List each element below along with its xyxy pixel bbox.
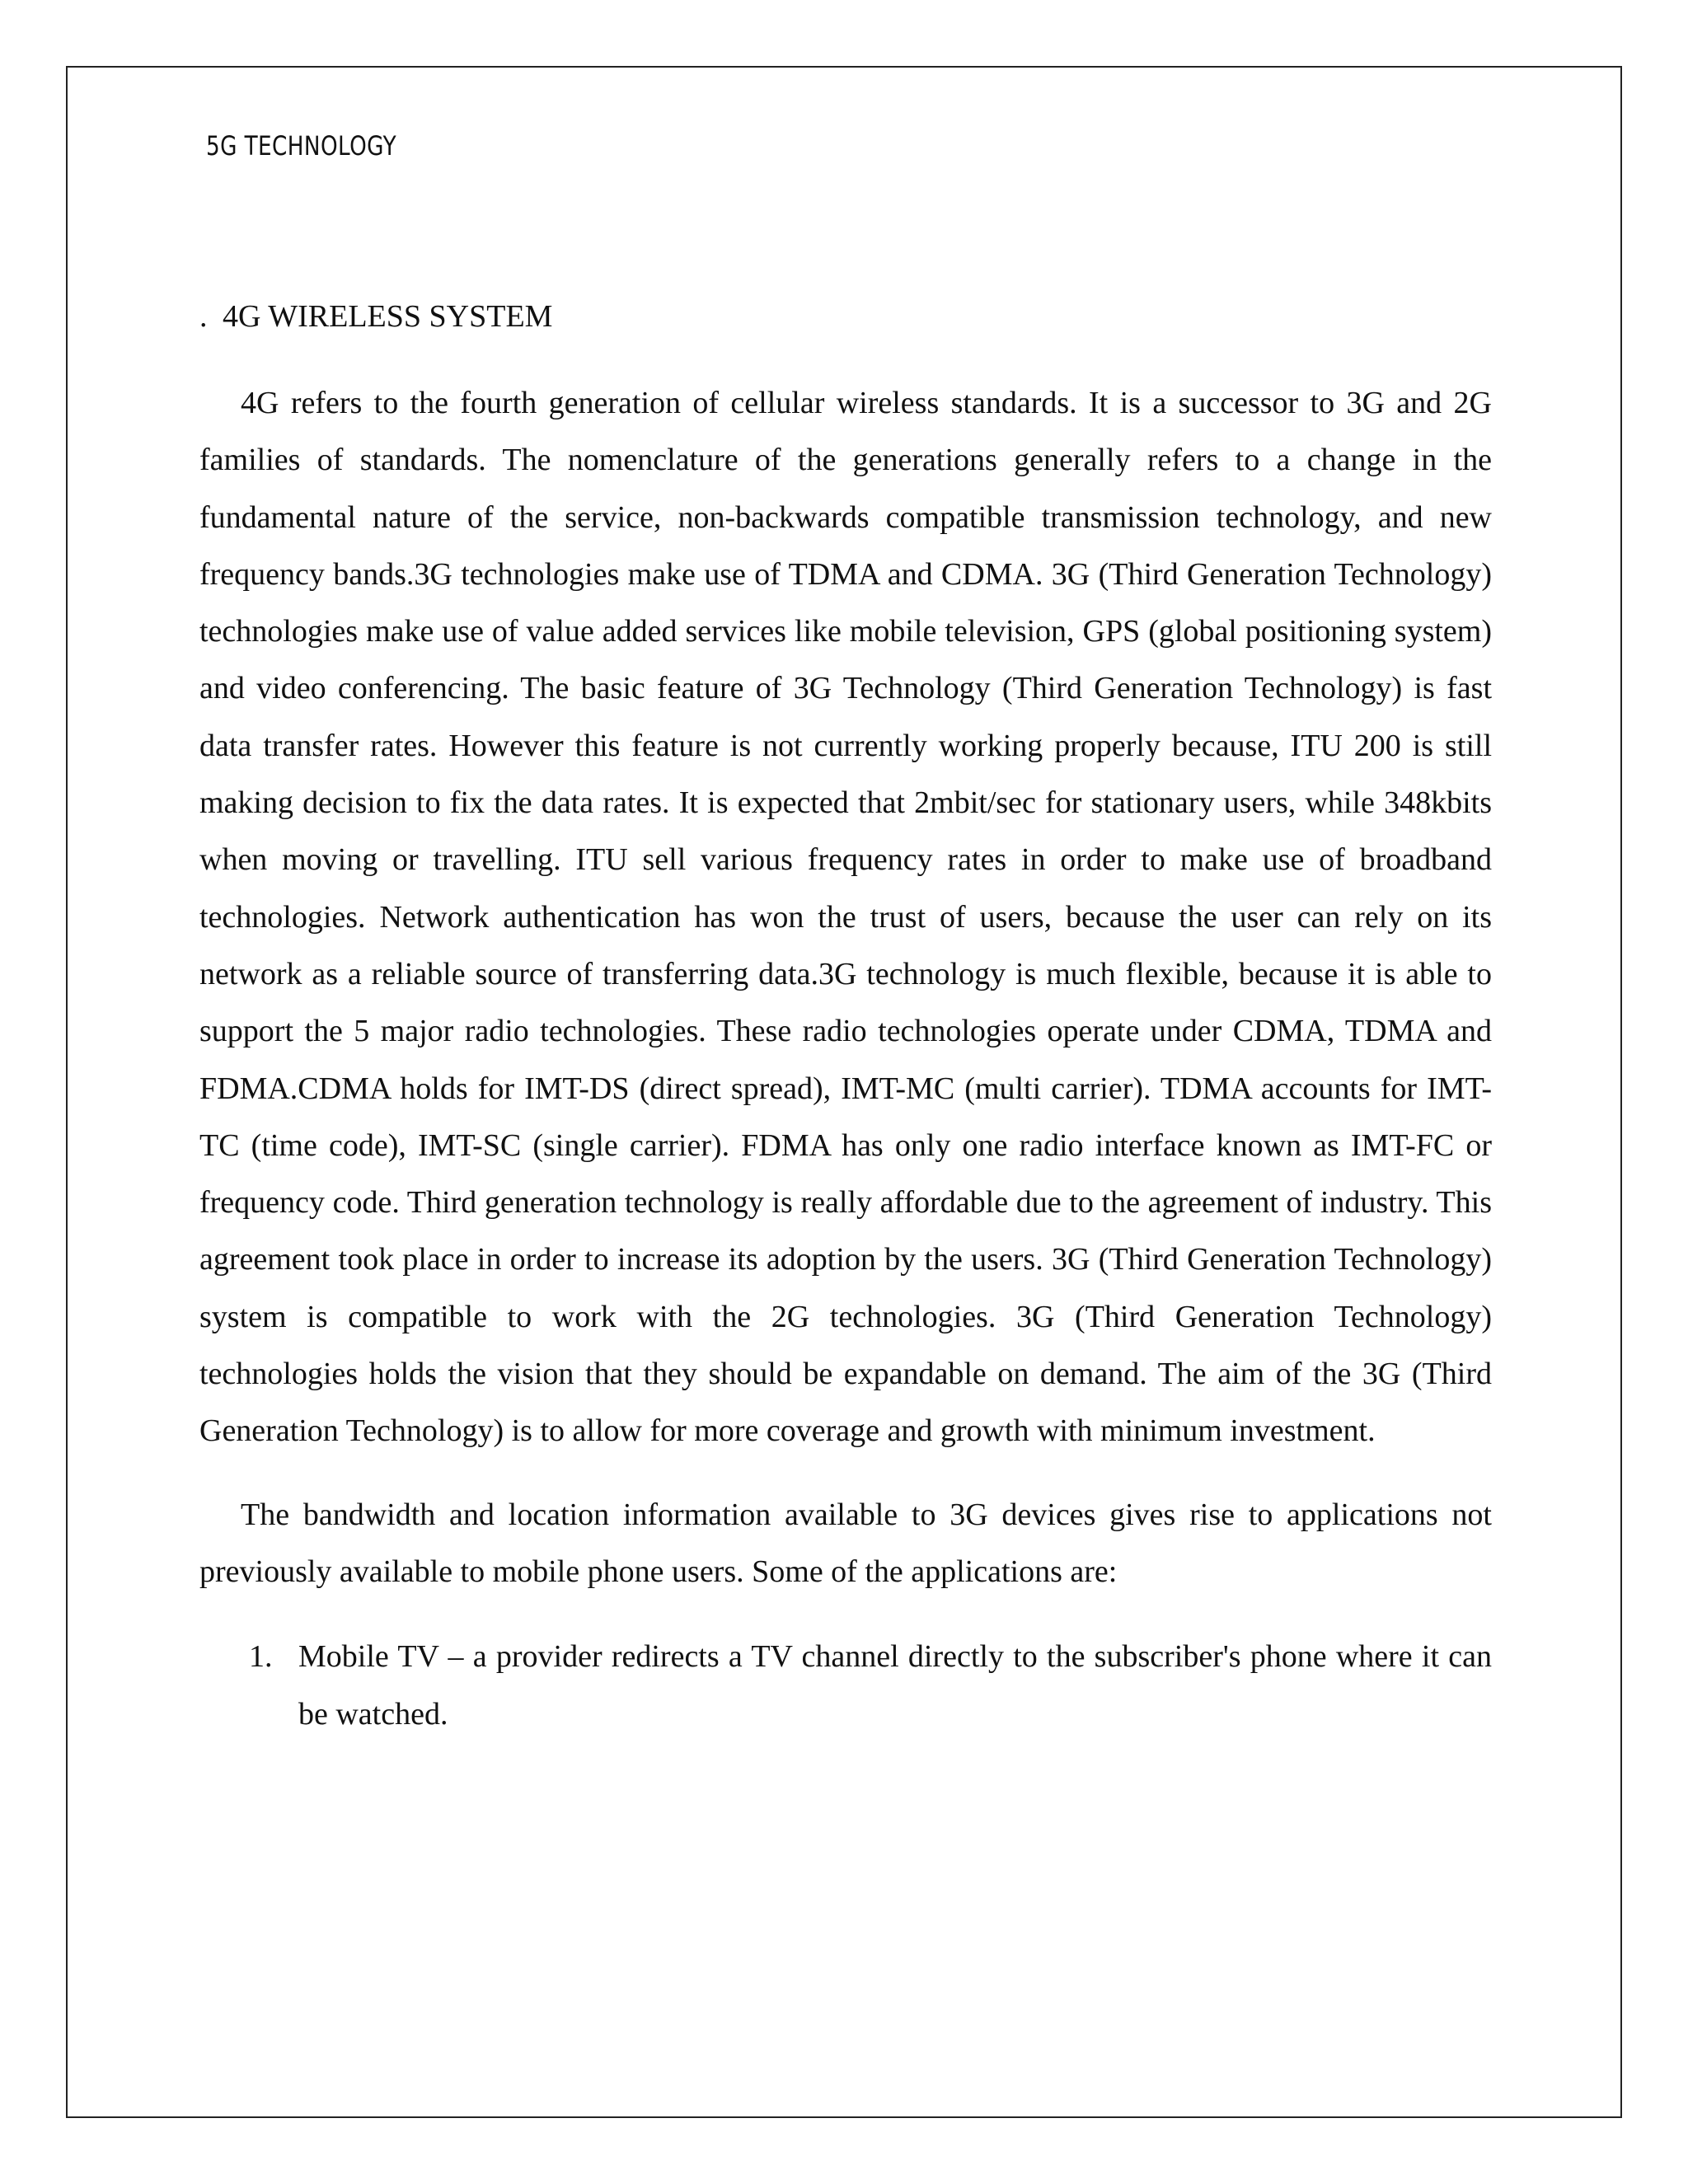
document-body: [199, 293, 1492, 1743]
section-bullet: .: [199, 299, 208, 334]
list-item-number: 1.: [249, 1639, 273, 1675]
list-item-text: Mobile TV – a provider redirects a TV channel directly to the subscriber's phone where it can be watched.: [298, 1639, 1492, 1732]
running-header: 5G TECHNOLOGY: [206, 130, 397, 162]
paragraph-4g-overview: 4G refers to the fourth generation of cellular wireless standards. It is a successor to 3G and 2G families of standards. The nomenclature of the generations generally refers to a change in the fundamental nature of the service, non-backwards compatible transmission technology, and new frequency bands.3G technologies make use of TDMA and CDMA. 3G (Third Generation Technology) technologies make use of value added services like mobile television, GPS (global positioning system) and video conferencing. The basic feature of 3G Technology (Third Generation Technology) is fast data transfer rates. However this feature is not currently working properly because, ITU 200 is still making decision to fix the data rates. It is expected that 2mbit/sec for stationary users, while 348kbits when moving or travelling. ITU sell various frequency rates in order to make use of broadband technologies. Network authentication has won the trust of users, because the user can rely on its network as a reliable source of transferring data.3G technology is much flexible, because it is able to support the 5 major radio technologies. These radio technologies operate under CDMA, TDMA and FDMA.CDMA holds for IMT-DS (direct spread), IMT-MC (multi carrier). TDMA accounts for IMT-TC (time code), IMT-SC (single carrier). FDMA has only one radio interface known as IMT-FC or frequency code. Third generation technology is really affordable due to the agreement of industry. This agreement took place in order to increase its adoption by the users. 3G (Third Generation Technology) system is compatible to work with the 2G technologies. 3G (Third Generation Technology) technologies holds the vision that they should be expandable on demand. The aim of the 3G (Third Generation Technology) is to allow for more coverage and growth with minimum investment.: [199, 386, 1492, 1449]
section-heading: [199, 293, 1492, 340]
section-heading-text: 4G WIRELESS SYSTEM: [223, 299, 553, 334]
paragraph-applications-intro: The bandwidth and location information available to 3G devices gives rise to applications not previously available to mobile phone users. Some of the applications are:: [199, 1497, 1492, 1589]
list-item: [199, 1629, 1492, 1743]
applications-list: [199, 1629, 1492, 1743]
